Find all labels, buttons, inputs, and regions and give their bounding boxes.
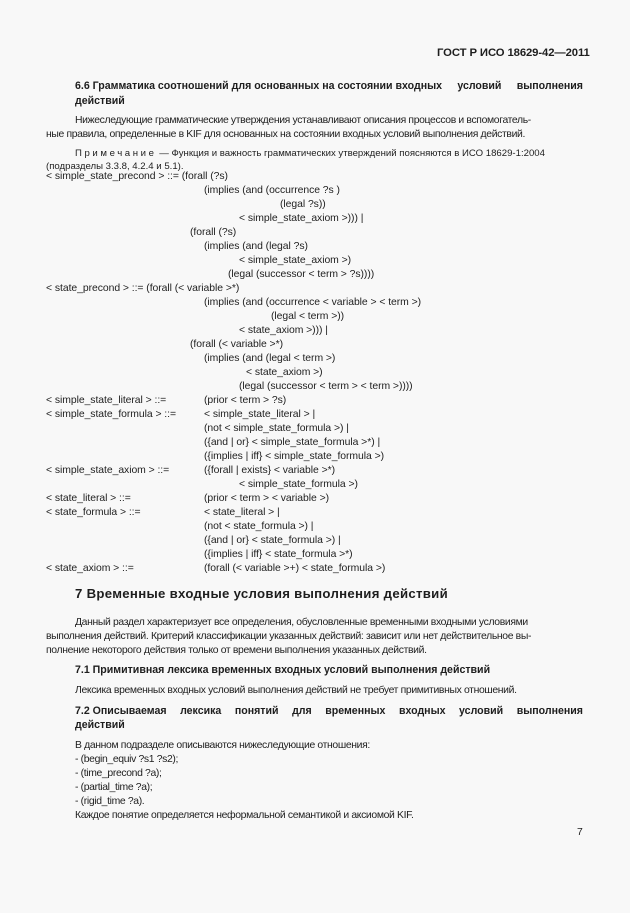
- page-number: 7: [577, 827, 583, 838]
- grammar-line: (forall (< variable >*): [190, 339, 283, 350]
- section-7-heading: 7 Временные входные условия выполнения действий: [75, 586, 448, 601]
- note-line1: [75, 148, 545, 159]
- grammar-line: < state_axiom > ::=: [46, 563, 134, 574]
- grammar-line: < simple_state_axiom >))) |: [239, 213, 364, 224]
- section-7-2-heading-line2: действий: [75, 719, 125, 731]
- section-6-6-heading-line1: [75, 80, 583, 92]
- section-6-6-paragraph-line1: Нижеследующие грамматические утверждения устанавливают описания процессов и вспомогатель-: [75, 115, 531, 126]
- grammar-line: (implies (and (occurrence < variable > < term >): [204, 297, 422, 308]
- heading-word: входных: [398, 705, 446, 717]
- heading-word: условий: [457, 80, 502, 92]
- grammar-line: (not < state_formula >) |: [204, 521, 314, 532]
- section-7-paragraph-line1: Данный раздел характеризует все определения, обусловленные временными входными условиями: [75, 617, 528, 628]
- note-label: Примечание: [75, 148, 157, 159]
- relation-item: - (partial_time ?a);: [75, 782, 153, 793]
- section-7-paragraph-line3: полнение некоторого действия только от времени выполнения указанных действий.: [46, 645, 427, 656]
- grammar-line: (implies (and (legal ?s): [204, 241, 308, 252]
- grammar-line: < simple_state_formula >): [239, 479, 358, 490]
- heading-word: выполнения: [516, 80, 583, 92]
- relation-item: - (rigid_time ?a).: [75, 796, 145, 807]
- grammar-line: (forall (< variable >+) < state_formula >): [204, 563, 386, 574]
- grammar-line: < state_literal > ::=: [46, 493, 131, 504]
- grammar-line: ({and | or} < simple_state_formula >*) |: [204, 437, 381, 448]
- grammar-line: < state_precond > ::= (forall (< variable >*): [46, 283, 240, 294]
- grammar-line: < simple_state_literal > |: [204, 409, 316, 420]
- grammar-line: (legal < term >)): [271, 311, 345, 322]
- heading-word: 6.6 Грамматика соотношений для основанных на состоянии входных: [75, 80, 443, 92]
- heading-word: 7.2 Описываемая: [75, 705, 167, 717]
- note-line2: (подразделы 3.3.8, 4.2.4 и 5.1).: [46, 161, 184, 172]
- grammar-line: < state_literal > |: [204, 507, 280, 518]
- grammar-line: (prior < term > ?s): [204, 395, 287, 406]
- grammar-line: ({and | or} < state_formula >) |: [204, 535, 341, 546]
- section-7-2-heading-line1: [75, 705, 583, 717]
- section-7-paragraph-line2: выполнения действий. Критерий классификации указанных действий: зависит или нет действительное вы-: [46, 631, 532, 642]
- grammar-line: < state_axiom >))) |: [239, 325, 328, 336]
- grammar-line: < simple_state_formula > ::=: [46, 409, 176, 420]
- heading-word: выполнения: [516, 705, 583, 717]
- relation-item: - (begin_equiv ?s1 ?s2);: [75, 754, 179, 765]
- section-7-2-closing: Каждое понятие определяется неформальной семантикой и аксиомой KIF.: [75, 810, 414, 821]
- grammar-line: (legal ?s)): [280, 199, 326, 210]
- grammar-line: < simple_state_axiom >): [239, 255, 352, 266]
- grammar-line: (prior < term > < variable >): [204, 493, 330, 504]
- heading-word: понятий: [234, 705, 279, 717]
- heading-word: для: [292, 705, 312, 717]
- document-header-id: ГОСТ Р ИСО 18629-42—2011: [437, 47, 590, 59]
- heading-word: условий: [459, 705, 504, 717]
- grammar-line: ({implies | iff} < simple_state_formula >): [204, 451, 385, 462]
- section-6-6-heading-line2: действий: [75, 95, 125, 107]
- heading-word: лексика: [180, 705, 222, 717]
- grammar-line: < state_formula > ::=: [46, 507, 141, 518]
- grammar-line: < state_axiom >): [246, 367, 323, 378]
- relation-item: - (time_precond ?a);: [75, 768, 162, 779]
- note-text: — Функция и важность грамматических утверждений поясняются в ИСО 18629-1:2004: [159, 148, 545, 159]
- grammar-line: (implies (and (legal < term >): [204, 353, 336, 364]
- grammar-line: (not < simple_state_formula >) |: [204, 423, 349, 434]
- section-7-2-intro: В данном подразделе описываются нижеследующие отношения:: [75, 740, 370, 751]
- section-6-6-paragraph-line2: ные правила, определенные в KIF для основанных на состоянии входных условий выполнения действий.: [46, 129, 526, 140]
- grammar-line: (legal (successor < term > ?s)))): [228, 269, 375, 280]
- grammar-line: < simple_state_axiom > ::=: [46, 465, 170, 476]
- section-7-1-paragraph: Лексика временных входных условий выполнения действий не требует примитивных отношений.: [75, 685, 517, 696]
- heading-word: временных: [325, 705, 386, 717]
- grammar-line: < simple_state_literal > ::=: [46, 395, 167, 406]
- grammar-line: (implies (and (occurrence ?s ): [204, 185, 340, 196]
- grammar-line: ({forall | exists} < variable >*): [204, 465, 335, 476]
- grammar-line: < simple_state_precond > ::= (forall (?s): [46, 171, 228, 182]
- grammar-line: (legal (successor < term > < term >)))): [239, 381, 413, 392]
- section-7-1-heading: 7.1 Примитивная лексика временных входных условий выполнения действий: [75, 664, 491, 676]
- grammar-line: ({implies | iff} < state_formula >*): [204, 549, 353, 560]
- grammar-line: (forall (?s): [190, 227, 237, 238]
